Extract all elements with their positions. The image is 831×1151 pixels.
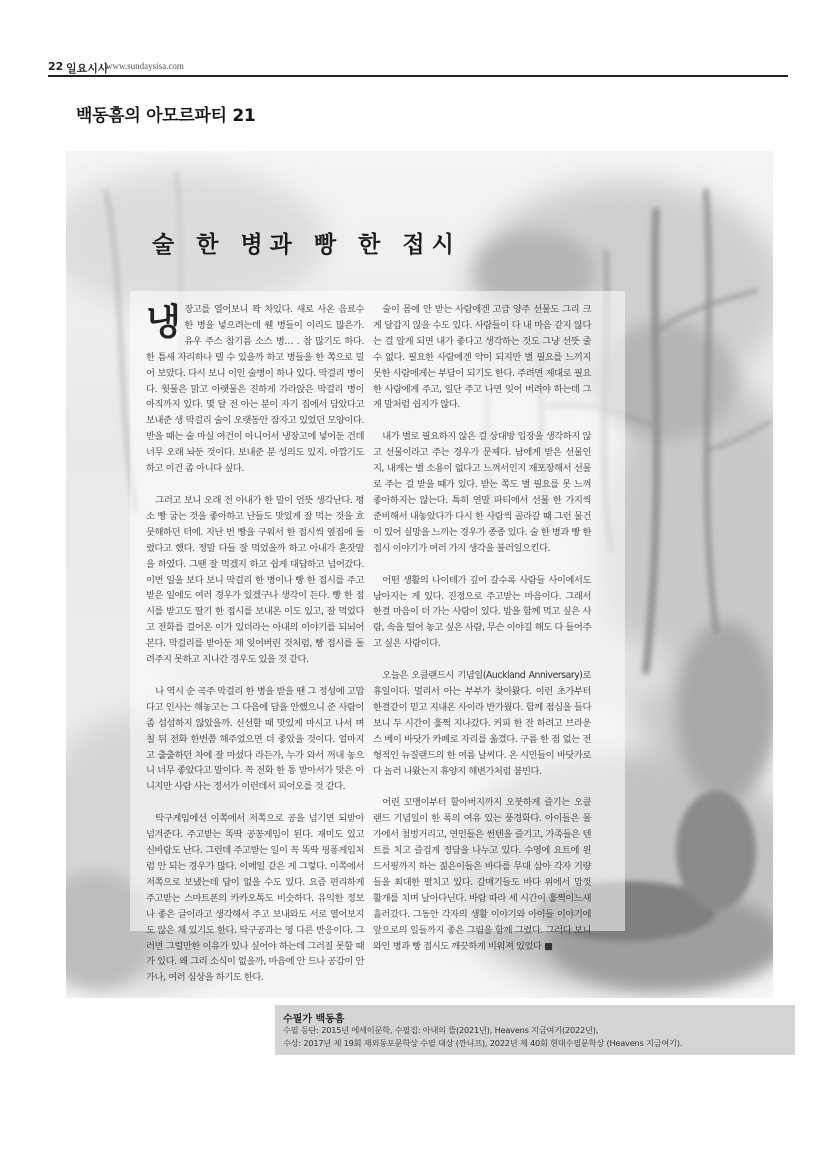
essay-paragraph: 오늘은 오클랜드시 기념일(Auckland Anniversary)로 휴일이다. 멀리서 아는 부부가 찾아왔다. 이런 초가부터 한결같이 믿고 지내온 사이라 반가웠다. 함께 점심을 들다 보니 두 시간이 훌쩍 지나갔다. 커피 한 잔 하려고 브라운스 베이 바닷가 카페로 자리를 옮겼다. 구름 한 점 없는 전형적인 뉴질랜드의 한 여름 날씨다. 온 시민들이 바닷가로 다 놀러 나왔는지 휴양지 해변가처럼 붐빈다. <box>373 670 591 777</box>
essay-paragraph: 술이 몸에 안 받는 사람에겐 고급 양주 선물도 그리 크게 달갑지 않을 수도 있다. 사람들이 다 내 마음 같지 않다는 걸 알게 되면 내가 좋다고 생각하는 것도 그냥 선뜻 줄 수 없다. 필요한 사람에겐 약이 되지만 별 필요를 느끼지 못한 사람에게는 부담이 되기도 한다. 주려면 제대로 필요한 사람에게 주고, 일단 주고 나면 잊어 버려야 하는데 그게 말처럼 쉽지가 않다. <box>373 304 591 411</box>
essay-title: 술 한 병과 빵 한 접시 <box>152 231 461 258</box>
masthead <box>48 55 788 79</box>
author-bio-debut: 수필 등단: 2015년 에세이문학, 수필집: 아내의 뜰(2021년), Heavens 지금여기(2022년), <box>283 1025 599 1035</box>
author-name: 수필가 백동흠 <box>283 1014 345 1025</box>
drop-cap: 냉 <box>146 301 181 343</box>
page-number: 22 <box>48 60 64 73</box>
author-bio-box <box>275 1005 795 1055</box>
essay-paragraph: 그러고 보니 오래 전 아내가 한 말이 언뜻 생각난다. 평소 빵 굽는 것을 좋아하고 난들도 맛있게 잘 먹는 것을 흐뭇해하던 터에. 지난 번 빵을 구워서 한 접시씩 옆집에 돌렸다고 했다. 정말 다들 잘 먹었을까 하고 아내가 혼잣말을 하였다. 그땐 잘 먹겠지 하고 쉽게 대답하고 넘어갔다. 이번 일을 보다 보니 막걸리 한 병이나 빵 한 접시를 주고받은 일에도 여러 경우가 있겠구나 생각이 든다. 빵 한 접시를 받고도 딸기 한 접시를 보내온 이도 있고, 잘 먹었다고 전화를 걸어온 이가 있더라는 아내의 이야기를 되뇌어 본다. 막걸리를 받아둔 채 잊어버린 것처럼, 빵 접시를 돌려주지 못하고 지나간 경우도 있을 것 같다. <box>146 494 364 666</box>
paper-url[interactable]: www.sundaysisa.com <box>106 61 184 71</box>
essay-paragraph: 탁구게임에선 이쪽에서 저쪽으로 공을 넘기면 되받아 넘겨준다. 주고받는 똑딱 공꽁게임이 된다. 재미도 있고 신바람도 난다. 그런데 주고받는 일이 꼭 똑딱 핑퐁게임처럼 안 되는 경우가 많다. 이메일 같은 게 그렇다. 이쪽에서 저쪽으로 보냈는데 답이 없을 수도 있다. 요즘 편리하게 주고받는 스마트폰의 카카오톡도 비슷하다. 유익한 정보나 좋은 글이라고 생각해서 주고 보내와도 서로 열어보지도 않은 채 있기도 한다. 탁구공과는 영 다른 반응이다. 그러면 그럴만한 이유가 있나 싶어야 하는데 그러질 못할 때가 있다. 왜 그리 소식이 없을까, 마음에 안 드나 공감이 안가나, 여러 심상을 하기도 한다. <box>146 813 364 984</box>
essay-right-column <box>373 302 591 955</box>
essay-paragraph: 어린 꼬맹이부터 할아버지까지 오붓하게 즐기는 오클랜드 기념일이 한 폭의 여유 있는 풍경화다. 아이들은 물가에서 첨벙거리고, 연인들은 썬텐을 즐기고, 가족들은 텐트를 치고 즐겁게 정담을 나누고 있다. 수영에 요트에 윈드서핑까지 하는 젊은이들은 바다를 무대 삼아 각자 기량들을 최대한 펼치고 있다. 갈매기들도 바다 위에서 맘껏 활개를 치며 날아다닌다. 바람 따라 세 시간이 훌쩍이느새 흘러갔다. 그동안 각자의 생활 이야기와 아이들 이야기에 앞으로의 일들까지 좋은 그림을 함께 그렸다. 그러다 보니 와인 병과 빵 접시도 깨끗하게 비워져 있었다 ■ <box>373 797 591 952</box>
essay-paragraph: 내가 별로 필요하지 않은 걸 상대방 입장을 생각하지 않고 선물이라고 주는 경우가 문제다. 남에게 받은 선물인지, 내게는 별 소용이 없다고 느껴서인지 재포장해서 선물로 주는 걸 받을 때가 있다. 받는 쪽도 별 필요를 못 느껴 좋아하지는 않는다. 특히 연말 파티에서 선물 한 가지씩 준비해서 내놓았다가 다시 한 사람씩 골라갈 때 그런 물건이 있어 실망을 느끼는 경우가 종종 있다. 술 한 병과 빵 한 접시 이야기가 여러 가지 생각을 불러일으킨다. <box>373 431 591 554</box>
paper-name: 일요시사 <box>66 62 109 75</box>
essay-paragraph: 어떤 생활의 나이테가 깊어 갈수록 사람들 사이에서도 남아지는 게 있다. 진정으로 주고받는 마음이다. 그래서 한결 마음이 더 가는 사람이 있다. 밥을 함께 먹고 싶은 사람, 속을 털어 놓고 싶은 사람, 무슨 이야길 해도 다 들어주고 싶은 사람이다. <box>373 574 591 650</box>
essay-paragraph: 나 역시 순 곡주 막걸리 한 병을 받을 땐 그 정성에 고맙다고 인사는 해놓고는 그 다음에 답을 안했으니 준 사람이 좀 섭섭하지 않았을까. 신선할 때 맛있게 마시고 나서 며칠 뒤 전화 한번쯤 해주었으면 더 좋았을 것이다. 얼마지고 출출하던 차에 잘 마셨다 라든가, 누가 와서 꺼내 놓으니 너무 좋았다고 말이다. 꼭 전화 한 통 받아서가 맛은 아니지만 사람 사는 정서가 이런데서 피어오를 것 같다. <box>146 685 364 793</box>
author-bio-awards: 수상: 2017년 제 19회 재외동포문학상 수필 대상 (깐니프), 2022년 제 40회 현대수필문학상 (Heavens 지금여기). <box>283 1038 683 1048</box>
masthead-divider <box>48 75 788 77</box>
essay-paragraph: 냉장고를 열어보니 꽉 차있다. 새로 사온 음료수 한 병을 넣으려는데 웬 병들이 이리도 많은가. 유우 주스 참기름 소스 병… . 참 많기도 하다. 한 틈새 자리하나 텔 수 있을까 하고 병들을 한 쪽으로 밀어 보았다. 다시 보니 이인 술병이 하나 있다. 막걸리 병이다. 윗물은 맑고 아랫물은 진하게 가라앉은 막걸리 병이 아직까지 있다. 몇 달 전 아는 분이 자기 집에서 담았다고 보내준 생 막걸리 술이 오랫동안 잠자고 있었던 모양이다. 반을 때는 술 마실 여건이 아니어서 냉장고에 넣어둔 건데 너무 오래 놔둔 것이다. 보내준 분 성의도 있지. 아깝기도 하고 이건 좀 아니다 싶다. <box>146 301 364 475</box>
series-title: 백동흠의 아모르파티 21 <box>76 106 256 126</box>
essay-left-column <box>146 302 364 986</box>
